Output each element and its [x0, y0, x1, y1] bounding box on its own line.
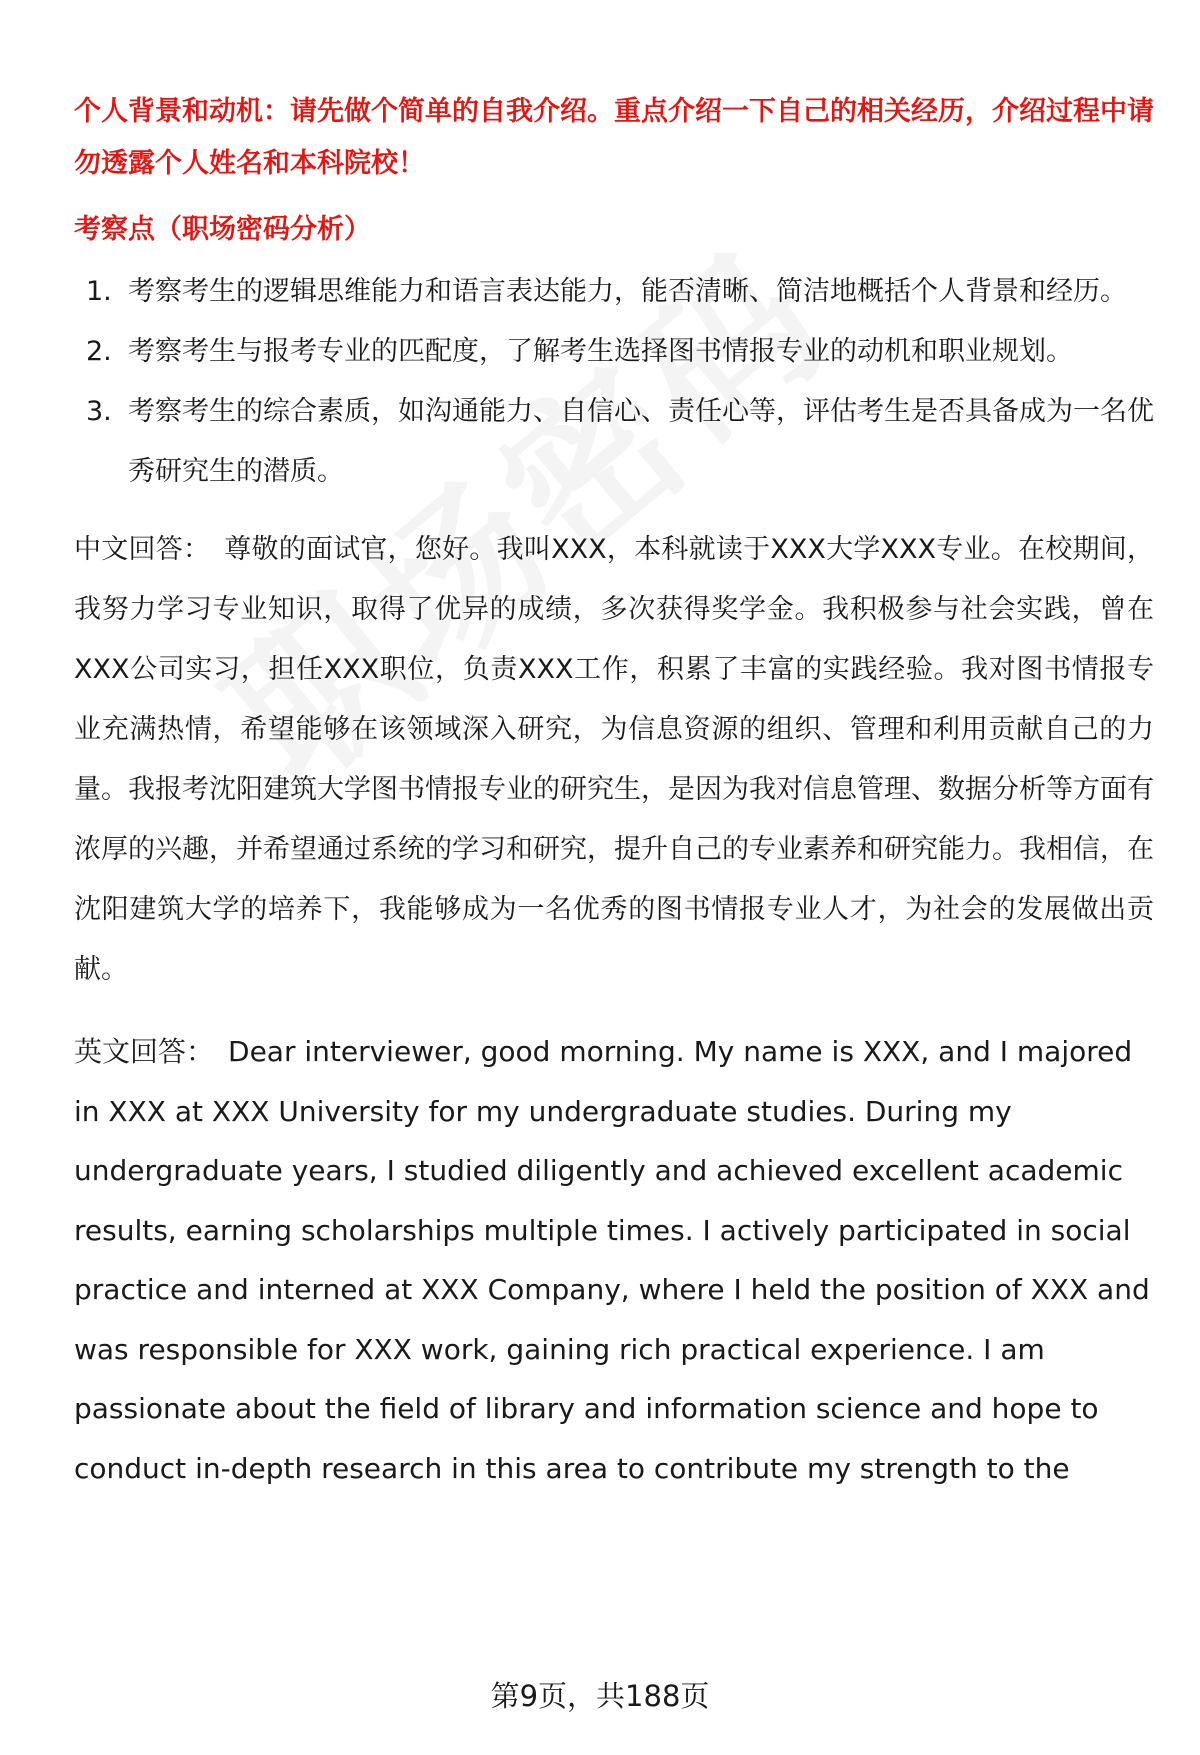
exam-points-list: [74, 262, 1154, 502]
list-item-number: 1.: [86, 276, 112, 307]
english-answer-label: 英文回答：: [74, 1035, 215, 1068]
english-answer: [74, 1022, 1154, 1498]
question-heading: 个人背景和动机：请先做个简单的自我介绍。重点介绍一下自己的相关经历，介绍过程中请勿透露个人姓名和本科院校！: [74, 96, 1154, 179]
list-item-number: 2.: [86, 336, 112, 367]
chinese-answer: [74, 520, 1154, 1000]
list-item: [74, 322, 1154, 382]
chinese-answer-text: 尊敬的面试官，您好。我叫XXX，本科就读于XXX大学XXX专业。在校期间，我努力学习专业知识，取得了优异的成绩，多次获得奖学金。我积极参与社会实践，曾在XXX公司实习，担任XXX职位，负责XXX工作，积累了丰富的实践经验。我对图书情报专业充满热情，希望能够在该领域深入研究，为信息资源的组织、管理和利用贡献自己的力量。我报考沈阳建筑大学图书情报专业的研究生，是因为我对信息管理、数据分析等方面有浓厚的兴趣，并希望通过系统的学习和研究，提升自己的专业素养和研究能力。我相信，在沈阳建筑大学的培养下，我能够成为一名优秀的图书情报专业人才，为社会的发展做出贡献。: [74, 534, 1154, 985]
page-number: 第9页，共188页: [490, 1679, 710, 1713]
list-item: [74, 382, 1154, 502]
chinese-answer-label: 中文回答：: [74, 534, 211, 565]
list-item-text: 考察考生的逻辑思维能力和语言表达能力，能否清晰、简洁地概括个人背景和经历。: [128, 276, 1127, 307]
list-item-text: 考察考生的综合素质，如沟通能力、自信心、责任心等，评估考生是否具备成为一名优秀研究生的潜质。: [128, 396, 1154, 487]
list-item: [74, 262, 1154, 322]
list-item-number: 3.: [86, 396, 112, 427]
document-content: [74, 86, 1154, 1498]
exam-points-label: 考察点（职场密码分析）: [74, 214, 371, 245]
list-item-text: 考察考生与报考专业的匹配度，了解考生选择图书情报专业的动机和职业规划。: [128, 336, 1073, 367]
english-answer-text: Dear interviewer, good morning. My name is XXX, and I majored in XXX at XXX University for my undergraduate studies. During my undergraduate years, I studied diligently and achieved excellent academic results, earning scholarships multiple times. I actively participated in social practice and interned at XXX Company, where I held the position of XXX and was responsible for XXX work, gaining rich practical experience. I am passionate about the field of library and information science and hope to conduct in-depth research in this area to contribute my strength to the: [74, 1035, 1150, 1485]
